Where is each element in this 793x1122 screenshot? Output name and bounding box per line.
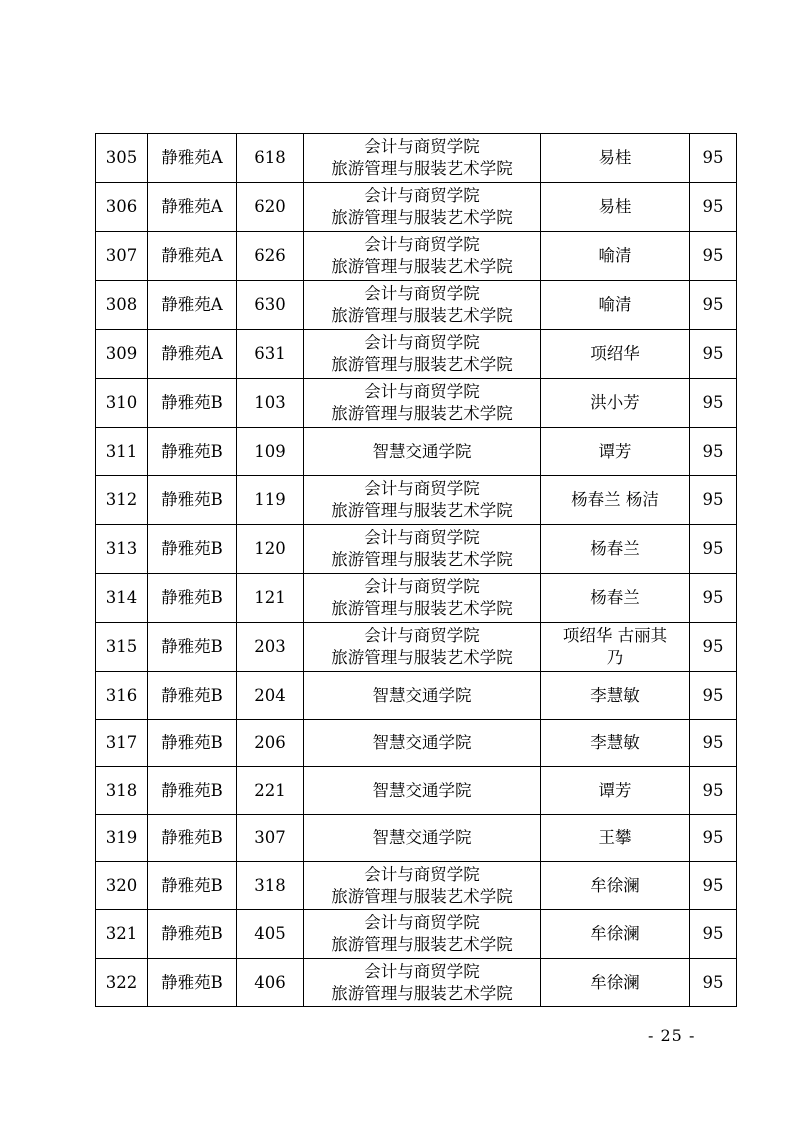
cell-manager-line: 项绍华 古丽其 — [562, 626, 668, 645]
cell-department — [304, 134, 541, 183]
cell-manager — [541, 232, 690, 281]
cell-building: 静雅苑B — [148, 910, 237, 959]
cell-department — [304, 959, 541, 1007]
cell-department — [304, 672, 541, 720]
cell-department-line: 会计与商贸学院 — [364, 382, 480, 401]
cell-department-line: 智慧交通学院 — [372, 441, 472, 461]
cell-manager-line: 喻清 — [598, 246, 632, 265]
cell-manager-line: 李慧敏 — [590, 733, 640, 752]
cell-manager-line: 洪小芳 — [590, 393, 640, 412]
cell-number: 317 — [96, 720, 148, 767]
cell-score: 95 — [690, 767, 737, 815]
cell-manager — [541, 183, 690, 232]
cell-department-line: 旅游管理与服装艺术学院 — [331, 550, 513, 569]
cell-building: 静雅苑B — [148, 862, 237, 910]
cell-room: 109 — [237, 428, 304, 476]
cell-department-line: 会计与商贸学院 — [364, 864, 480, 884]
cell-score: 95 — [690, 379, 737, 428]
table-row — [96, 815, 737, 862]
cell-score: 95 — [690, 476, 737, 525]
cell-manager — [541, 428, 690, 476]
cell-department — [304, 183, 541, 232]
cell-score: 95 — [690, 183, 737, 232]
cell-department — [304, 623, 541, 672]
cell-building: 静雅苑A — [148, 281, 237, 330]
cell-department-line: 会计与商贸学院 — [364, 528, 480, 547]
cell-score: 95 — [690, 232, 737, 281]
cell-manager-line: 杨春兰 — [590, 588, 640, 607]
cell-manager — [541, 476, 690, 525]
cell-department-line: 旅游管理与服装艺术学院 — [331, 208, 513, 227]
cell-score: 95 — [690, 330, 737, 379]
cell-number: 310 — [96, 379, 148, 428]
cell-department-line: 旅游管理与服装艺术学院 — [331, 599, 513, 618]
cell-department-line: 旅游管理与服装艺术学院 — [331, 404, 513, 423]
cell-department — [304, 862, 541, 910]
cell-number: 313 — [96, 525, 148, 574]
cell-manager-line: 王攀 — [598, 828, 632, 847]
cell-number: 316 — [96, 672, 148, 720]
cell-department-line: 会计与商贸学院 — [364, 626, 480, 645]
cell-department-line: 旅游管理与服装艺术学院 — [331, 648, 513, 667]
cell-score: 95 — [690, 862, 737, 910]
cell-department — [304, 720, 541, 767]
cell-department-line: 旅游管理与服装艺术学院 — [331, 355, 513, 374]
cell-building: 静雅苑B — [148, 476, 237, 525]
cell-manager — [541, 134, 690, 183]
table-row — [96, 330, 737, 379]
table-row — [96, 428, 737, 476]
cell-number: 315 — [96, 623, 148, 672]
cell-room: 206 — [237, 720, 304, 767]
cell-building: 静雅苑B — [148, 720, 237, 767]
cell-building: 静雅苑B — [148, 767, 237, 815]
cell-manager — [541, 574, 690, 623]
cell-manager — [541, 862, 690, 910]
cell-manager — [541, 281, 690, 330]
cell-department — [304, 330, 541, 379]
cell-department — [304, 525, 541, 574]
cell-department-line: 旅游管理与服装艺术学院 — [331, 983, 513, 1003]
cell-department-line: 智慧交通学院 — [372, 685, 472, 705]
cell-number: 306 — [96, 183, 148, 232]
cell-manager-line: 项绍华 — [590, 344, 640, 363]
cell-building: 静雅苑A — [148, 232, 237, 281]
table-row — [96, 134, 737, 183]
cell-score: 95 — [690, 815, 737, 862]
table-row — [96, 910, 737, 959]
cell-manager-line: 谭芳 — [598, 780, 632, 800]
table-row — [96, 862, 737, 910]
table-row — [96, 720, 737, 767]
cell-manager-line: 谭芳 — [598, 441, 632, 461]
cell-manager — [541, 672, 690, 720]
cell-score: 95 — [690, 910, 737, 959]
cell-room: 626 — [237, 232, 304, 281]
cell-manager-line: 牟徐澜 — [590, 972, 640, 992]
cell-building: 静雅苑B — [148, 959, 237, 1007]
cell-manager-line: 牟徐澜 — [590, 924, 640, 943]
cell-department-line: 会计与商贸学院 — [364, 479, 480, 498]
cell-score: 95 — [690, 525, 737, 574]
cell-room: 204 — [237, 672, 304, 720]
table-body — [96, 134, 737, 1007]
cell-department-line: 会计与商贸学院 — [364, 186, 480, 205]
cell-room: 103 — [237, 379, 304, 428]
cell-department-line: 会计与商贸学院 — [364, 137, 480, 156]
table-row — [96, 379, 737, 428]
cell-number: 320 — [96, 862, 148, 910]
cell-building: 静雅苑B — [148, 623, 237, 672]
cell-room: 318 — [237, 862, 304, 910]
cell-number: 318 — [96, 767, 148, 815]
cell-room: 620 — [237, 183, 304, 232]
cell-room: 630 — [237, 281, 304, 330]
table-row — [96, 281, 737, 330]
cell-manager — [541, 525, 690, 574]
cell-manager — [541, 959, 690, 1007]
cell-department — [304, 281, 541, 330]
cell-number: 305 — [96, 134, 148, 183]
cell-department-line: 旅游管理与服装艺术学院 — [331, 159, 513, 178]
cell-number: 312 — [96, 476, 148, 525]
cell-room: 405 — [237, 910, 304, 959]
cell-manager-line: 杨春兰 杨洁 — [571, 490, 659, 509]
cell-room: 203 — [237, 623, 304, 672]
cell-manager — [541, 379, 690, 428]
cell-score: 95 — [690, 672, 737, 720]
table-row — [96, 574, 737, 623]
cell-building: 静雅苑B — [148, 574, 237, 623]
cell-department-line: 智慧交通学院 — [372, 733, 472, 752]
cell-department-line: 会计与商贸学院 — [364, 333, 480, 352]
cell-building: 静雅苑B — [148, 379, 237, 428]
table-row — [96, 476, 737, 525]
cell-building: 静雅苑A — [148, 134, 237, 183]
cell-manager — [541, 720, 690, 767]
cell-room: 618 — [237, 134, 304, 183]
cell-manager-line: 杨春兰 — [590, 539, 640, 558]
cell-department — [304, 815, 541, 862]
cell-number: 307 — [96, 232, 148, 281]
cell-department-line: 旅游管理与服装艺术学院 — [331, 935, 513, 954]
cell-department — [304, 428, 541, 476]
cell-department — [304, 476, 541, 525]
cell-number: 311 — [96, 428, 148, 476]
cell-department — [304, 767, 541, 815]
cell-room: 307 — [237, 815, 304, 862]
table-row — [96, 623, 737, 672]
cell-department-line: 旅游管理与服装艺术学院 — [331, 306, 513, 325]
cell-number: 319 — [96, 815, 148, 862]
cell-department-line: 智慧交通学院 — [372, 780, 472, 800]
cell-department — [304, 232, 541, 281]
cell-manager-line: 喻清 — [598, 295, 632, 314]
cell-department — [304, 910, 541, 959]
cell-manager-line: 乃 — [606, 648, 624, 667]
cell-department-line: 会计与商贸学院 — [364, 235, 480, 254]
cell-department-line: 会计与商贸学院 — [364, 913, 480, 932]
cell-building: 静雅苑B — [148, 525, 237, 574]
cell-manager — [541, 330, 690, 379]
table-row — [96, 672, 737, 720]
dorm-inspection-table — [95, 133, 737, 1007]
cell-department-line: 旅游管理与服装艺术学院 — [331, 886, 513, 906]
cell-building: 静雅苑B — [148, 672, 237, 720]
cell-department — [304, 574, 541, 623]
cell-score: 95 — [690, 134, 737, 183]
cell-manager — [541, 815, 690, 862]
table-row — [96, 959, 737, 1007]
cell-number: 322 — [96, 959, 148, 1007]
cell-number: 314 — [96, 574, 148, 623]
table-row — [96, 232, 737, 281]
cell-department — [304, 379, 541, 428]
table-row — [96, 525, 737, 574]
cell-room: 221 — [237, 767, 304, 815]
cell-room: 631 — [237, 330, 304, 379]
cell-building: 静雅苑A — [148, 183, 237, 232]
cell-department-line: 智慧交通学院 — [372, 828, 472, 847]
cell-manager-line: 易桂 — [598, 197, 632, 216]
cell-building: 静雅苑B — [148, 815, 237, 862]
cell-score: 95 — [690, 623, 737, 672]
cell-score: 95 — [690, 281, 737, 330]
cell-score: 95 — [690, 428, 737, 476]
page-number: - 25 - — [648, 1026, 696, 1045]
cell-room: 121 — [237, 574, 304, 623]
cell-building: 静雅苑B — [148, 428, 237, 476]
cell-manager — [541, 623, 690, 672]
cell-room: 406 — [237, 959, 304, 1007]
table-row — [96, 767, 737, 815]
cell-room: 119 — [237, 476, 304, 525]
cell-room: 120 — [237, 525, 304, 574]
cell-number: 308 — [96, 281, 148, 330]
cell-manager-line: 易桂 — [598, 148, 632, 167]
cell-number: 309 — [96, 330, 148, 379]
cell-department-line: 旅游管理与服装艺术学院 — [331, 501, 513, 520]
cell-department-line: 会计与商贸学院 — [364, 961, 480, 981]
cell-department-line: 会计与商贸学院 — [364, 284, 480, 303]
cell-number: 321 — [96, 910, 148, 959]
cell-score: 95 — [690, 720, 737, 767]
cell-manager-line: 李慧敏 — [590, 685, 640, 705]
cell-department-line: 会计与商贸学院 — [364, 577, 480, 596]
table-row — [96, 183, 737, 232]
cell-manager-line: 牟徐澜 — [590, 875, 640, 895]
cell-manager — [541, 767, 690, 815]
cell-department-line: 旅游管理与服装艺术学院 — [331, 257, 513, 276]
cell-manager — [541, 910, 690, 959]
cell-building: 静雅苑A — [148, 330, 237, 379]
cell-score: 95 — [690, 574, 737, 623]
cell-score: 95 — [690, 959, 737, 1007]
